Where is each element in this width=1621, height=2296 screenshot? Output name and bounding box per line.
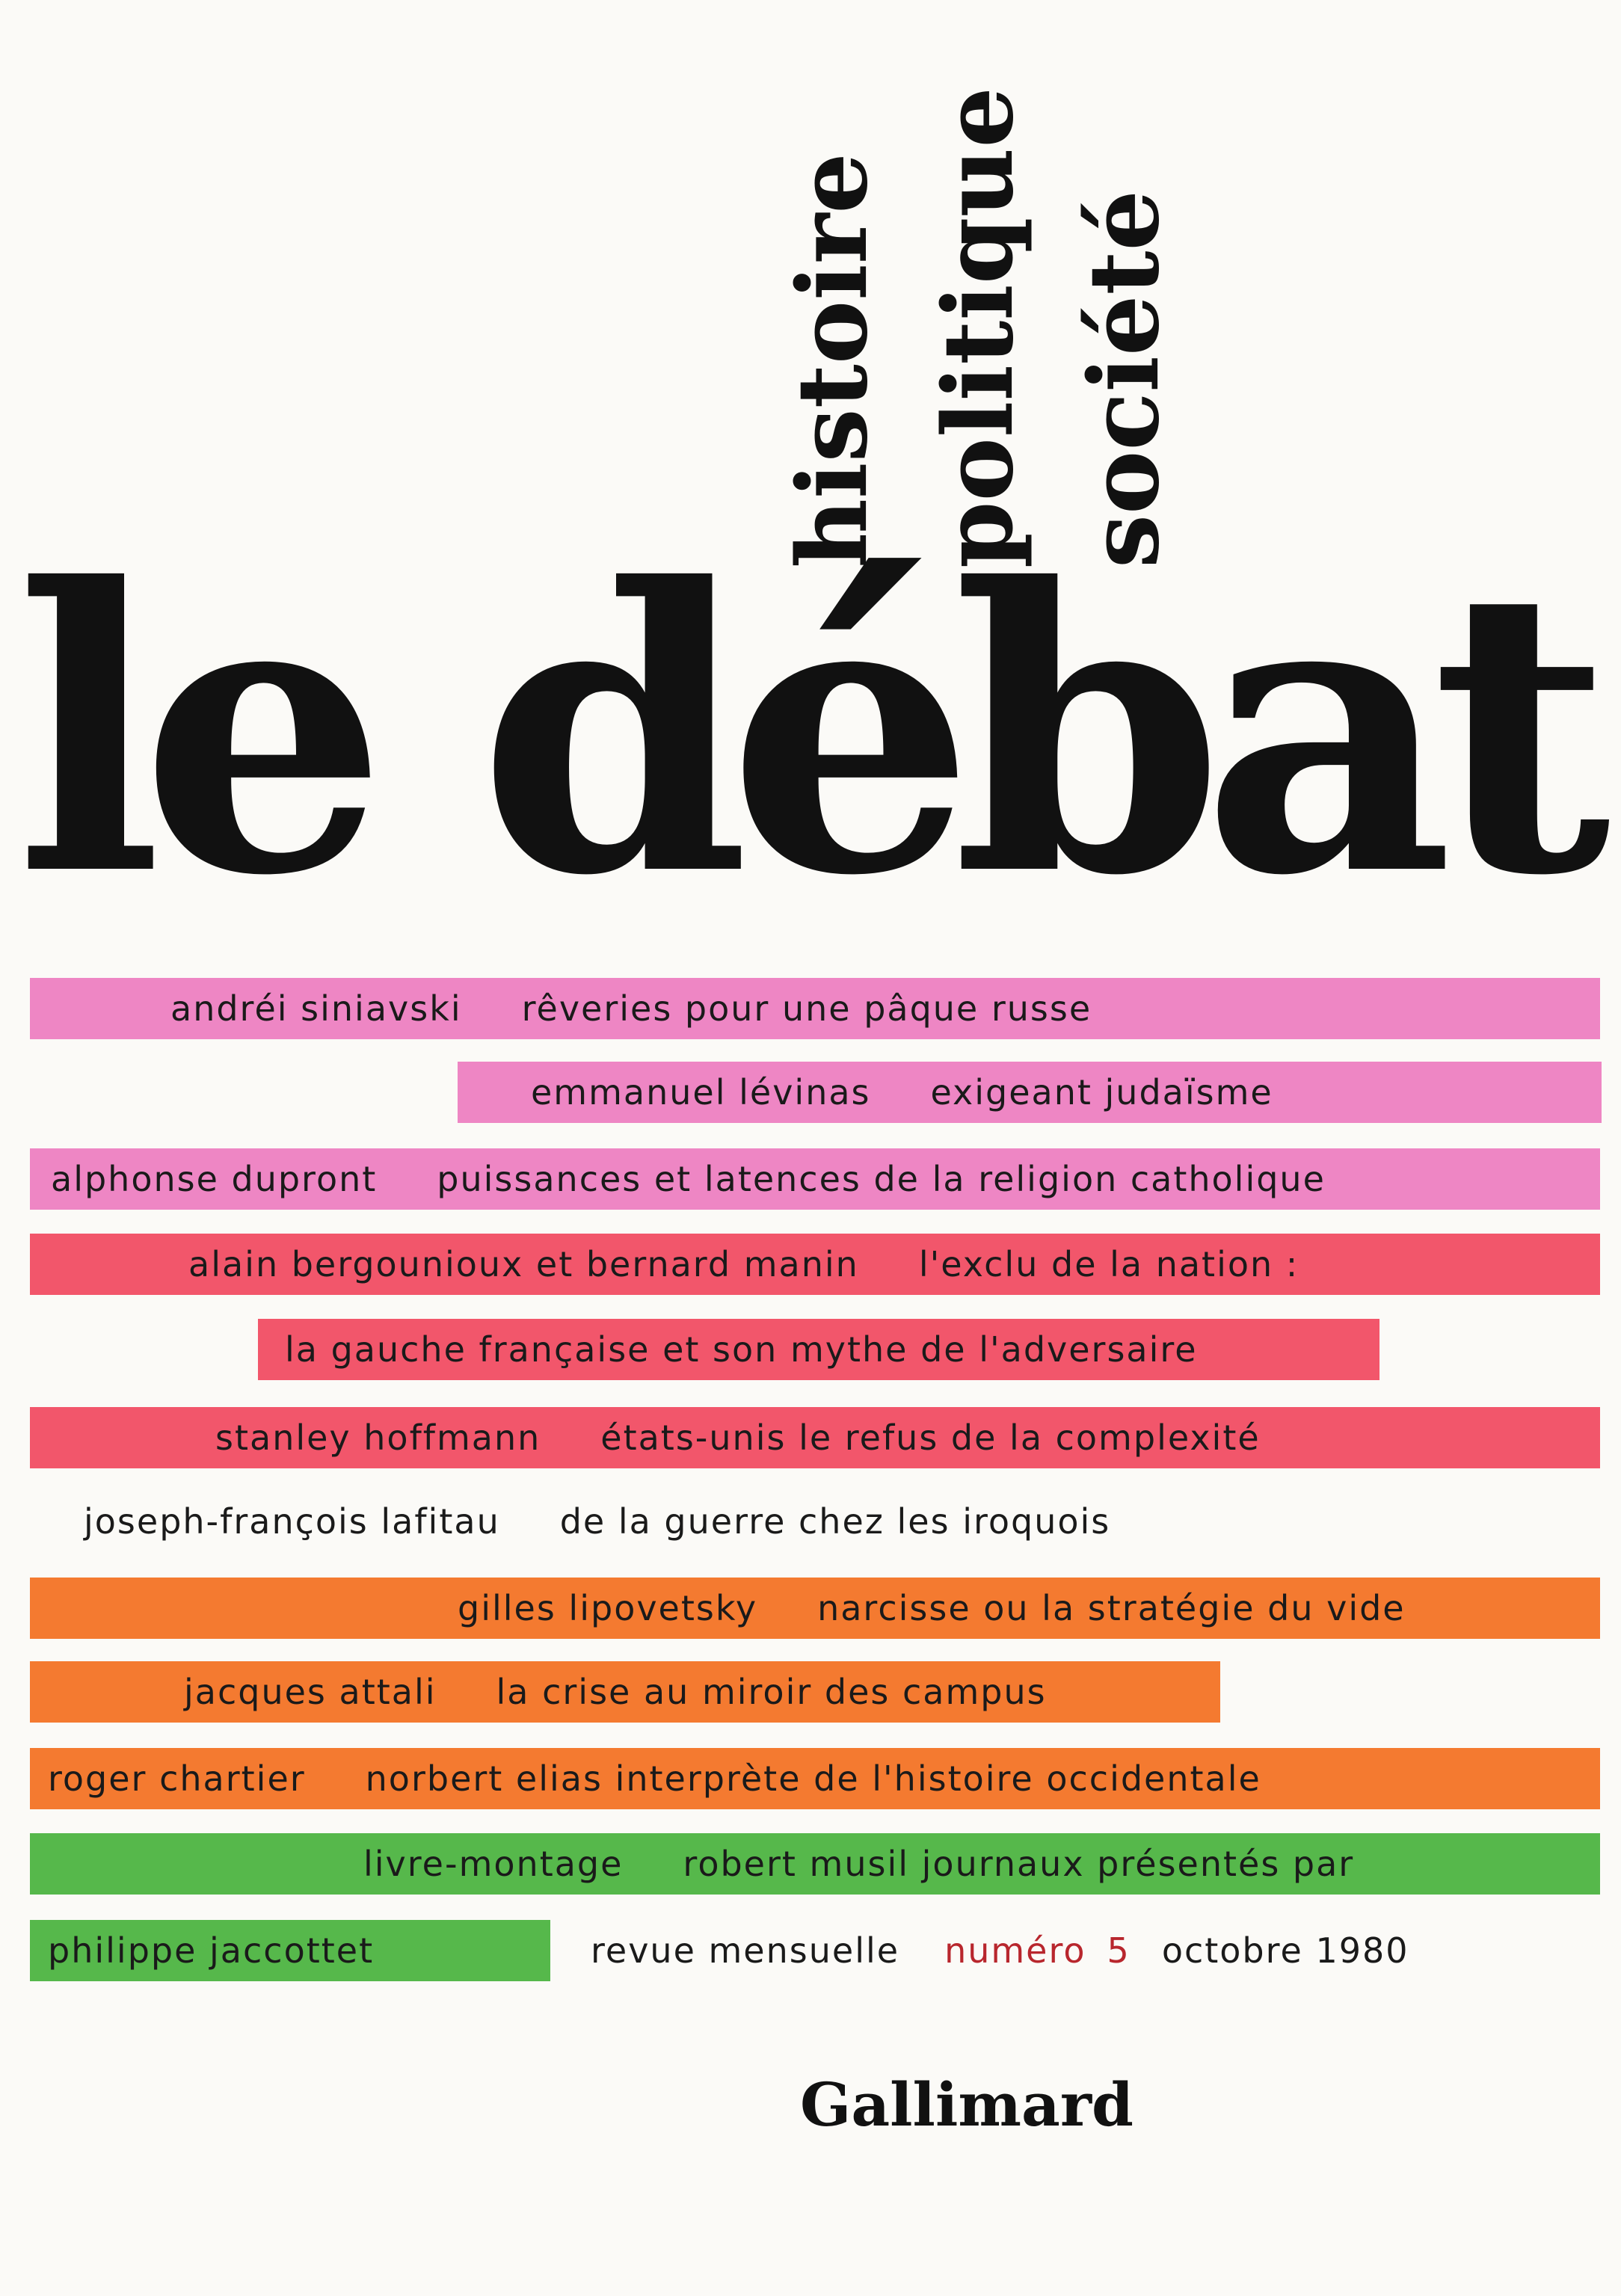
contents-item [30, 1833, 1600, 1895]
contents-title: narcisse ou la stratégie du vide [817, 1588, 1406, 1628]
contents-title: exigeant judaïsme [930, 1072, 1273, 1112]
contents-item [30, 1407, 1600, 1468]
subtitle-histoire: histoire [777, 153, 889, 568]
contents-title: la crise au miroir des campus [496, 1672, 1047, 1712]
contents-item [30, 1748, 1600, 1809]
contents-item [458, 1062, 1602, 1123]
issue-date: octobre 1980 [1161, 1930, 1409, 1971]
issue-number: 5 [1107, 1930, 1131, 1971]
masthead-title: le débat [15, 504, 1589, 961]
contents-author: andréi siniavski [170, 988, 462, 1029]
contents-author: roger chartier [48, 1758, 306, 1799]
contents-author: gilles lipovetsky [458, 1588, 758, 1628]
contents-author: livre-montage [363, 1844, 624, 1884]
contents-author: philippe jaccottet [48, 1930, 375, 1971]
issue-line [591, 1920, 1608, 1981]
contents-title: de la guerre chez les iroquois [559, 1501, 1111, 1542]
contents-title: puissances et latences de la religion catholique [437, 1159, 1326, 1199]
contents-title: rêveries pour une pâque russe [521, 988, 1092, 1029]
contents-author: alphonse dupront [51, 1159, 378, 1199]
subtitle-politique: politique [923, 87, 1035, 568]
issue-number-label: numéro [944, 1930, 1086, 1971]
contents-author: jacques attali [184, 1672, 437, 1712]
contents-title: la gauche française et son mythe de l'adversaire [285, 1329, 1198, 1370]
contents-item [30, 1661, 1220, 1723]
contents-item [258, 1319, 1379, 1380]
contents-title: norbert elias interprète de l'histoire occidentale [365, 1758, 1261, 1799]
contents-item [30, 1148, 1600, 1210]
contents-item [30, 1234, 1600, 1295]
publisher-name: Gallimard [800, 2069, 1134, 2140]
subtitle-societe: société [1068, 190, 1181, 568]
contents-title: états-unis le refus de la complexité [600, 1418, 1261, 1458]
contents-item [30, 1578, 1600, 1639]
contents-title: l'exclu de la nation : [918, 1244, 1299, 1284]
contents-item [30, 1920, 550, 1981]
issue-label: revue mensuelle [591, 1930, 900, 1971]
contents-author: emmanuel lévinas [531, 1072, 871, 1112]
contents-item [30, 1491, 1600, 1552]
contents-author: alain bergounioux et bernard manin [188, 1244, 859, 1284]
contents-title: robert musil journaux présentés par [683, 1844, 1355, 1884]
contents-author: stanley hoffmann [215, 1418, 541, 1458]
contents-author: joseph-françois lafitau [84, 1501, 500, 1542]
contents-item [30, 978, 1600, 1039]
